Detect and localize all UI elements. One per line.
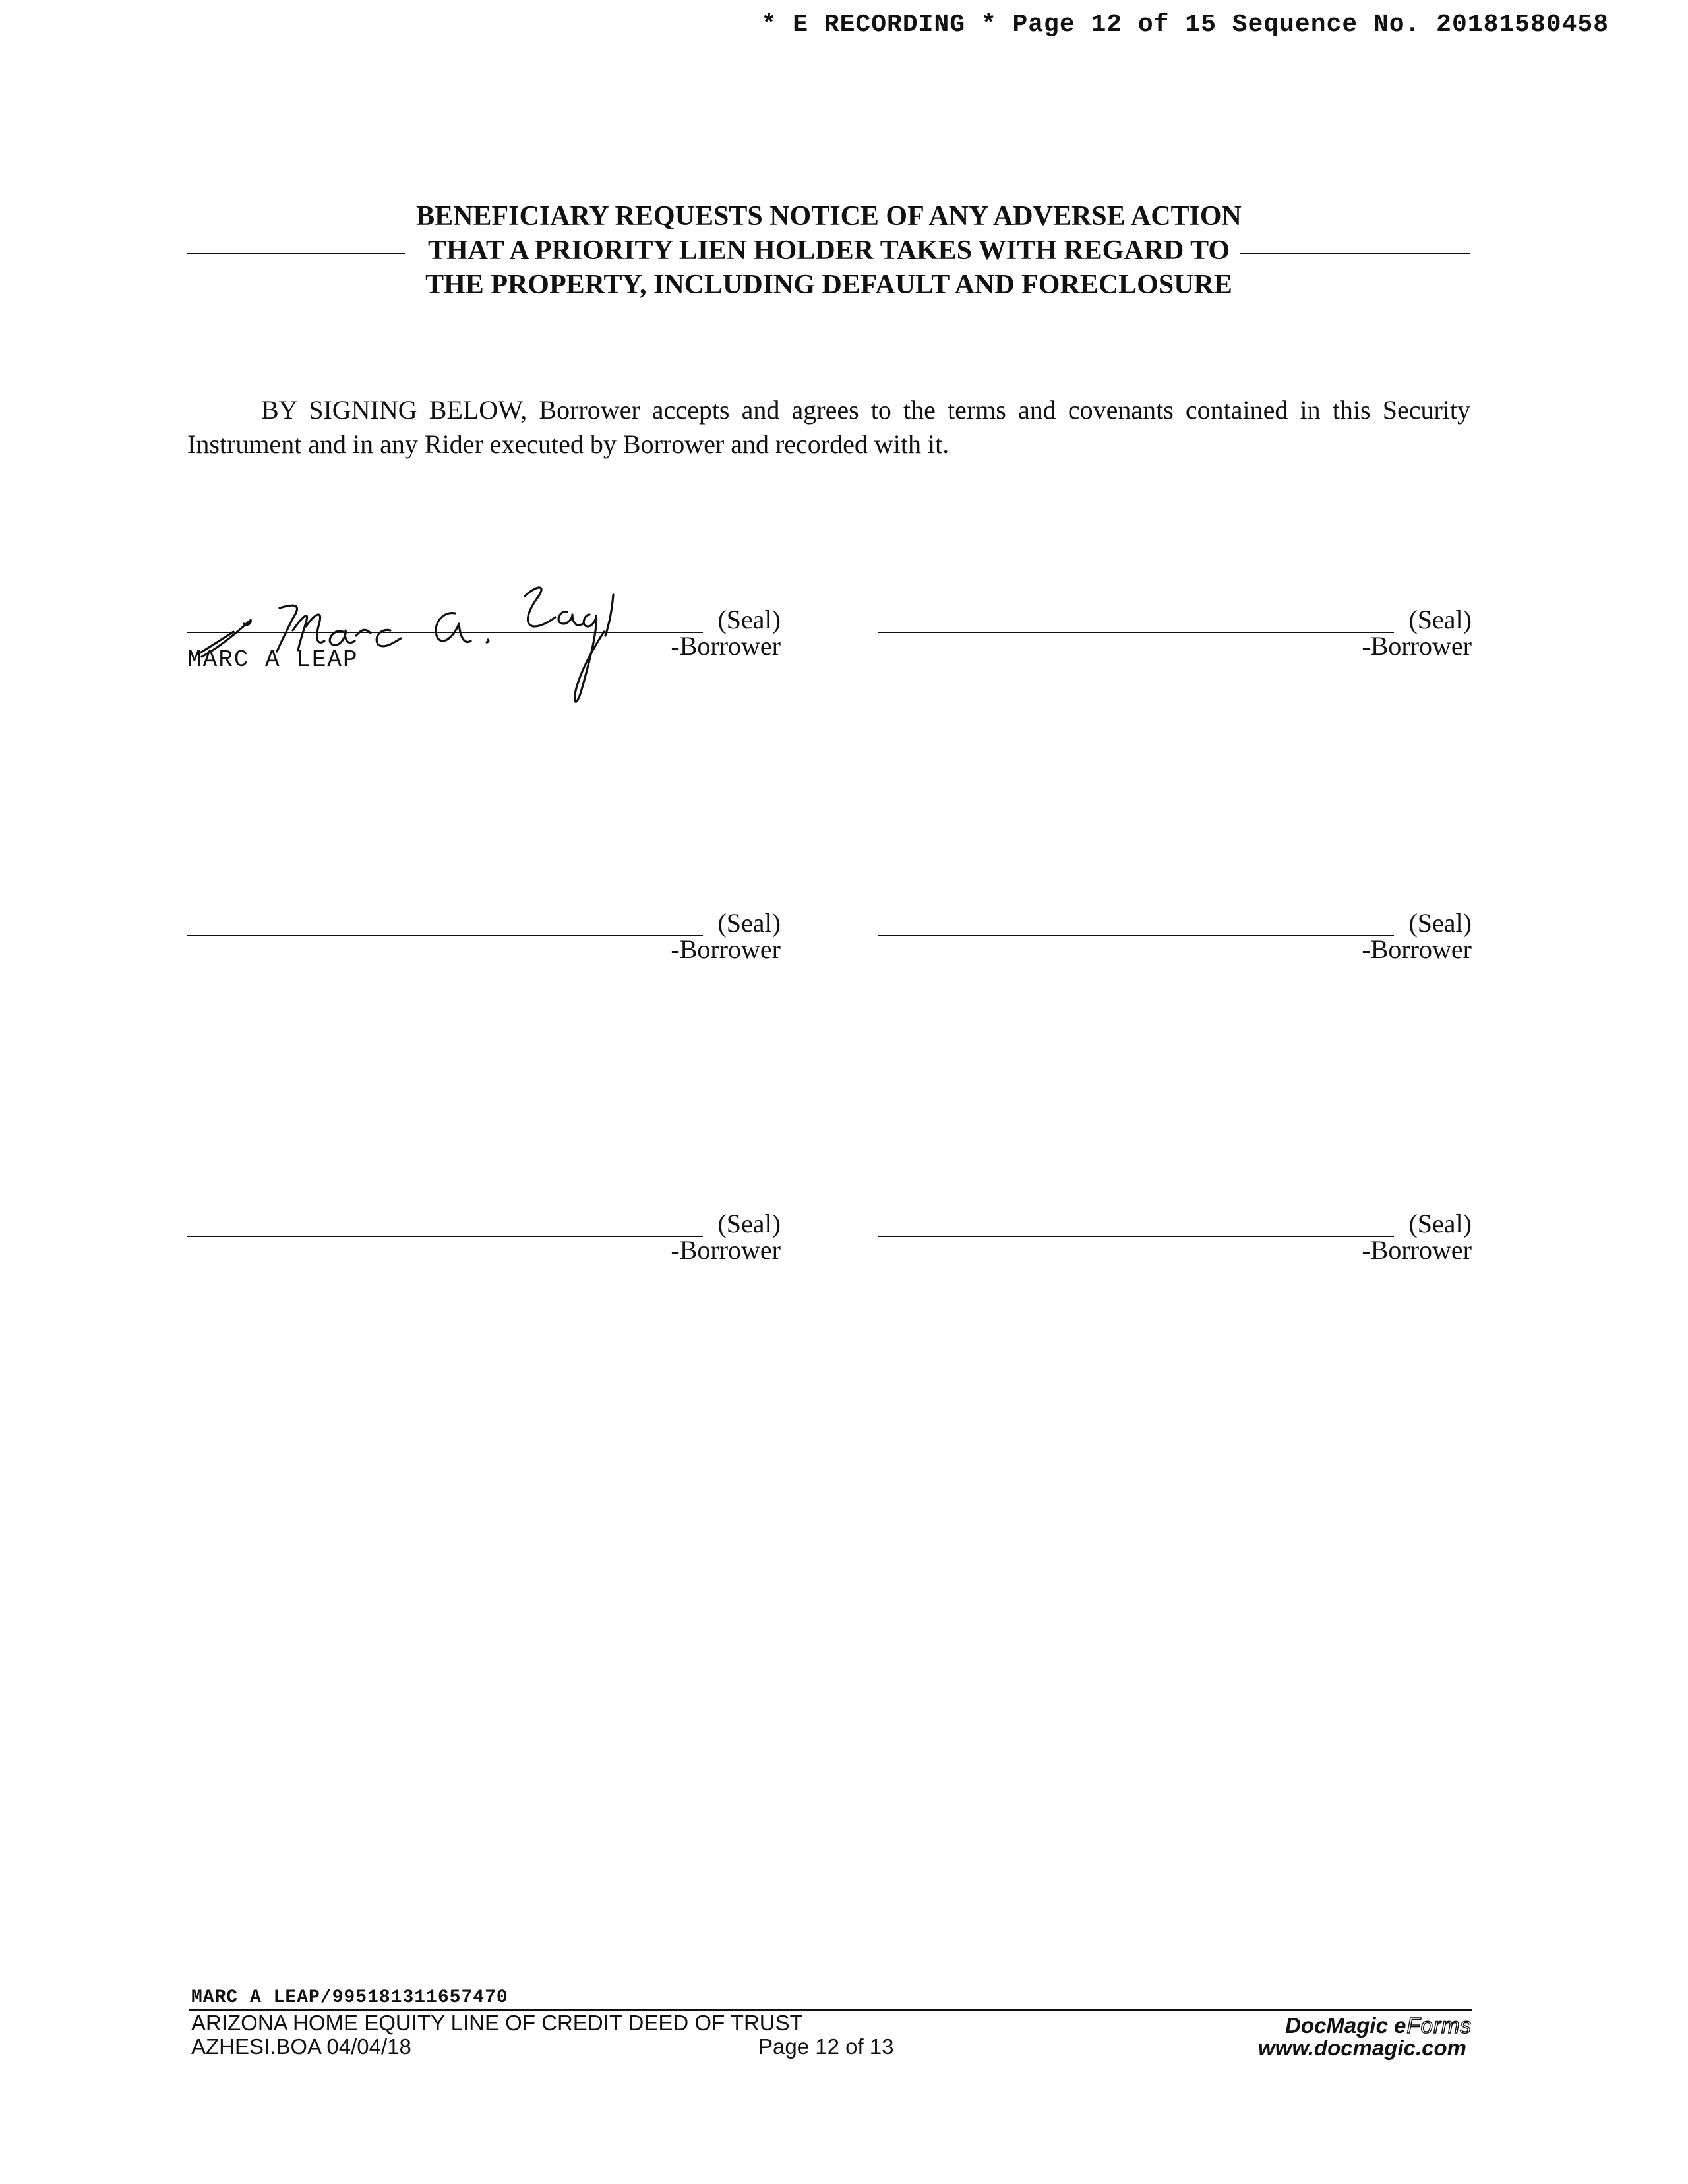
eforms-wordmark <box>1394 2013 1472 2038</box>
signature-line-2 <box>878 632 1394 633</box>
signature-block-5 <box>187 1209 781 1315</box>
notice-line-3 <box>187 268 1470 302</box>
borrower-role-label: -Borrower <box>671 934 781 964</box>
docmagic-logo <box>1285 2014 1472 2038</box>
recording-header: * E RECORDING * Page 12 of 15 Sequence No. 20181580458 <box>761 11 1609 39</box>
notice-line-2 <box>187 233 1470 268</box>
notice-rule-left <box>187 253 405 254</box>
signature-block-3 <box>187 908 781 1014</box>
signature-block-2 <box>878 605 1472 711</box>
seal-label: (Seal) <box>717 605 781 634</box>
notice-line-1 <box>187 199 1470 233</box>
notice-line-2-text: THAT A PRIORITY LIEN HOLDER TAKES WITH REGARD TO <box>428 233 1230 268</box>
signature-line-1 <box>187 632 703 633</box>
borrower-role-label: -Borrower <box>671 631 781 661</box>
signature-line-6 <box>878 1236 1394 1237</box>
notice-line-1-text: BENEFICIARY REQUESTS NOTICE OF ANY ADVERSE ACTION <box>416 199 1242 233</box>
eforms-e-letter: e <box>1394 2013 1407 2038</box>
docmagic-brand-name: DocMagic <box>1285 2013 1388 2038</box>
footer-document-title: ARIZONA HOME EQUITY LINE OF CREDIT DEED OF TRUST <box>191 2011 803 2035</box>
seal-label: (Seal) <box>1408 605 1472 634</box>
beneficiary-notice-heading <box>187 199 1470 302</box>
signature-block-6 <box>878 1209 1472 1315</box>
footer-form-code: AZHESI.BOA 04/04/18 <box>191 2034 411 2059</box>
footer-website: www.docmagic.com <box>1257 2036 1466 2060</box>
notice-line-3-text: THE PROPERTY, INCLUDING DEFAULT AND FORECLOSURE <box>425 268 1232 302</box>
eforms-suffix: Forms <box>1406 2013 1472 2038</box>
handwritten-signature <box>194 558 655 710</box>
signature-block-1 <box>187 605 781 711</box>
borrower-role-label: -Borrower <box>671 1235 781 1265</box>
seal-label: (Seal) <box>1408 908 1472 938</box>
signer-name: MARC A LEAP <box>187 646 359 673</box>
signature-line-5 <box>187 1236 703 1237</box>
footer-page-number: Page 12 of 13 <box>758 2034 894 2059</box>
seal-label: (Seal) <box>717 1209 781 1238</box>
borrower-role-label: -Borrower <box>1362 934 1472 964</box>
borrower-role-label: -Borrower <box>1362 1235 1472 1265</box>
notice-rule-right <box>1240 253 1470 254</box>
seal-label: (Seal) <box>1408 1209 1472 1238</box>
borrower-role-label: -Borrower <box>1362 631 1472 661</box>
signature-line-3 <box>187 935 703 936</box>
footer-borrower-loan-id: MARC A LEAP/995181311657470 <box>191 1987 508 2008</box>
seal-label: (Seal) <box>717 908 781 938</box>
acceptance-paragraph: BY SIGNING BELOW, Borrower accepts and agrees to the terms and covenants contained in this Security Instrument and in any Rider executed by Borrower and recorded with it. <box>187 395 1470 459</box>
signature-line-4 <box>878 935 1394 936</box>
signature-block-4 <box>878 908 1472 1014</box>
